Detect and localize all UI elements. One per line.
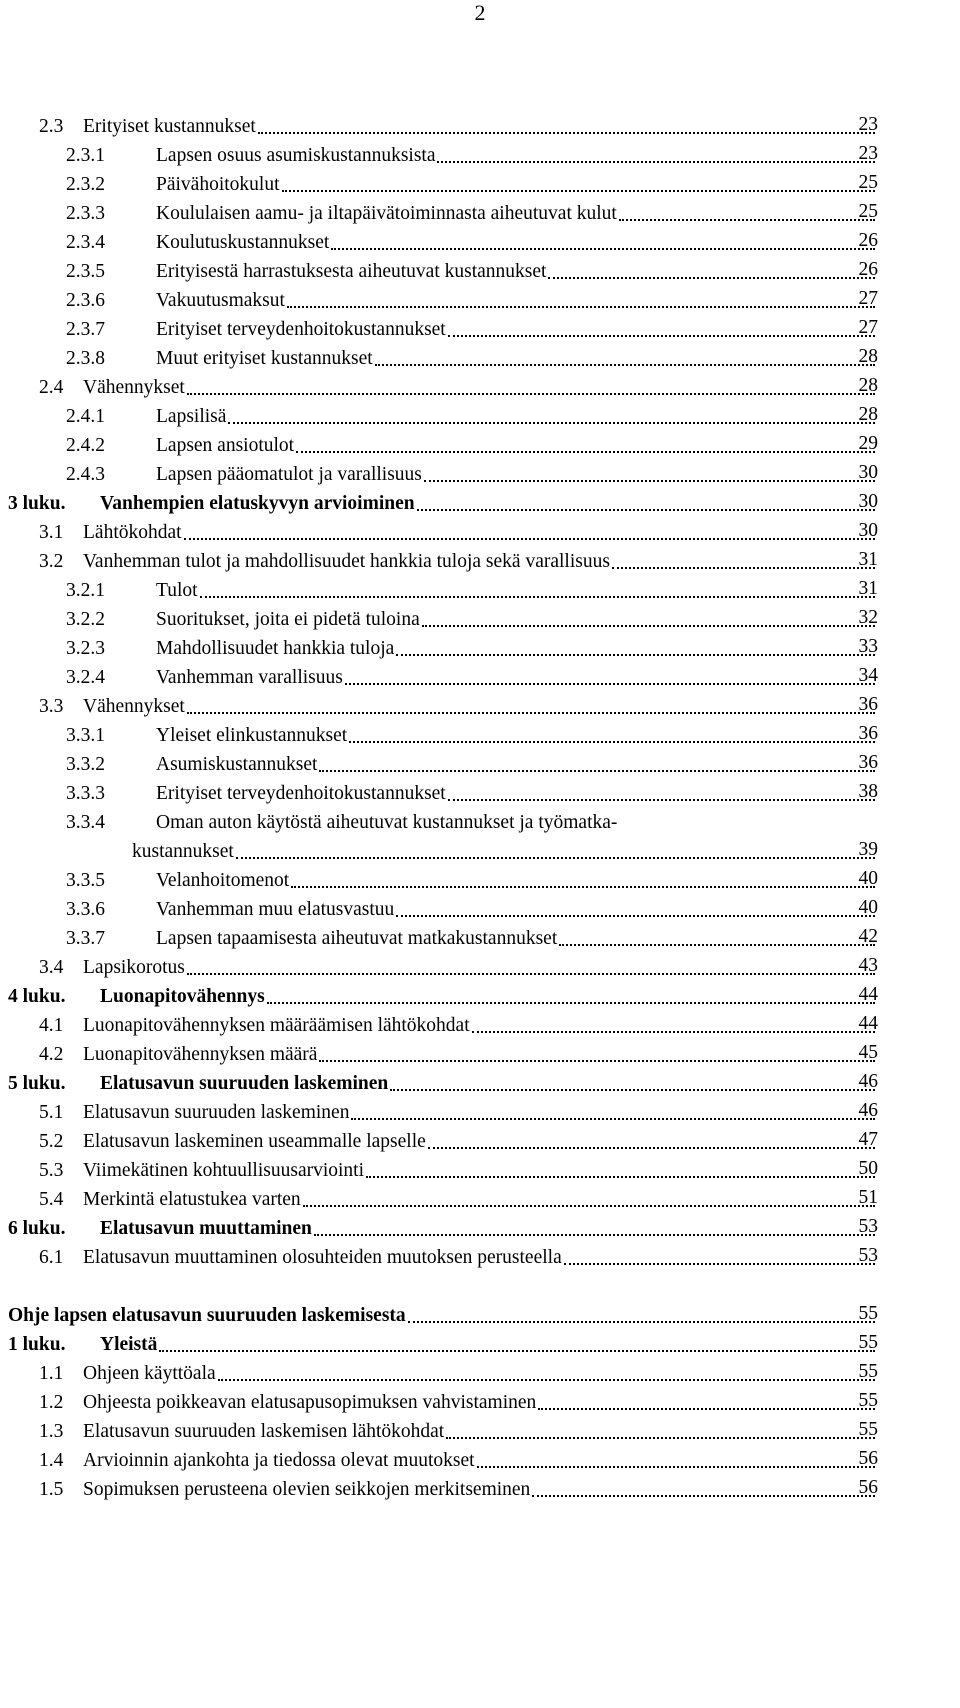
- toc-entry-number: 2.4.1: [66, 406, 105, 427]
- toc-entry[interactable]: [0, 429, 960, 458]
- toc-entry[interactable]: [0, 574, 960, 603]
- toc-entry-page: 27: [858, 288, 878, 309]
- dot-leader: [619, 218, 875, 221]
- toc-entry-page: 30: [858, 462, 878, 483]
- dot-leader: [296, 450, 875, 453]
- toc-entry-title: Erityiset terveydenhoitokustannukset: [156, 319, 446, 340]
- toc-entry[interactable]: [0, 458, 960, 487]
- toc-entry[interactable]: [0, 603, 960, 632]
- toc-entry-number: 4 luku.: [8, 986, 66, 1007]
- dot-leader: [228, 421, 875, 424]
- toc-entry-page: 55: [858, 1419, 878, 1440]
- toc-entry-title: Koululaisen aamu- ja iltapäivätoiminnasta aiheutuvat kulut: [156, 203, 617, 224]
- dot-leader: [612, 566, 875, 569]
- toc-entry-number: 5.2: [39, 1131, 64, 1152]
- toc-entry-page: 31: [858, 578, 878, 599]
- toc-entry-number: 3.2.4: [66, 667, 105, 688]
- toc-entry[interactable]: [0, 197, 960, 226]
- toc-entry-number: 2.4: [39, 377, 64, 398]
- toc-entry[interactable]: [0, 1038, 960, 1067]
- toc-entry-number: 4.2: [39, 1044, 64, 1065]
- toc-entry[interactable]: [0, 1009, 960, 1038]
- dot-leader: [218, 1378, 875, 1381]
- dot-leader: [287, 305, 875, 308]
- toc-entry-page: 55: [858, 1332, 878, 1353]
- dot-leader: [564, 1262, 875, 1265]
- toc-entry-page: 51: [858, 1187, 878, 1208]
- toc-entry-number: 3.3.2: [66, 754, 105, 775]
- toc-entry-title: Lapsen tapaamisesta aiheutuvat matkakustannukset: [156, 928, 558, 949]
- dot-leader: [366, 1175, 875, 1178]
- toc-entry-number: 1.5: [39, 1479, 64, 1500]
- dot-leader: [331, 247, 875, 250]
- toc-entry[interactable]: [0, 1096, 960, 1125]
- toc-entry-page: 28: [858, 346, 878, 367]
- toc-entry-title: Merkintä elatustukea varten: [83, 1189, 301, 1210]
- toc-entry-number: 5.1: [39, 1102, 64, 1123]
- toc-entry-page: 38: [858, 781, 878, 802]
- toc-entry[interactable]: [0, 893, 960, 922]
- dot-leader: [349, 740, 875, 743]
- toc-entry-page: 23: [858, 114, 878, 135]
- toc-entry[interactable]: [0, 1386, 960, 1415]
- toc-entry-title: Tulot: [156, 580, 198, 601]
- toc-entry[interactable]: [0, 1328, 960, 1357]
- toc-entry-page: 26: [858, 230, 878, 251]
- toc-entry[interactable]: [0, 545, 960, 574]
- dot-leader: [477, 1465, 875, 1468]
- toc-entry-number: 1.1: [39, 1363, 64, 1384]
- toc-entry-title: Vähennykset: [83, 377, 185, 398]
- dot-leader: [448, 334, 875, 337]
- toc-entry[interactable]: [0, 516, 960, 545]
- toc-entry-title: Elatusavun muuttaminen: [100, 1218, 312, 1239]
- toc-entry-page: 40: [858, 897, 878, 918]
- toc-entry-number: 1.4: [39, 1450, 64, 1471]
- toc-entry-page: 44: [858, 1013, 878, 1034]
- dot-leader: [319, 1059, 875, 1062]
- dot-leader: [200, 595, 875, 598]
- toc-entry-page: 32: [858, 607, 878, 628]
- toc-entry-number: 3.1: [39, 522, 64, 543]
- dot-leader: [314, 1233, 875, 1236]
- toc-entry-title: Erityiset terveydenhoitokustannukset: [156, 783, 446, 804]
- page-number: 2: [474, 0, 486, 25]
- dot-leader: [291, 885, 875, 888]
- toc-entry-title: Luonapitovähennyksen määräämisen lähtökohdat: [83, 1015, 470, 1036]
- toc-entry-title: Lapsikorotus: [83, 957, 185, 978]
- dot-leader: [424, 479, 875, 482]
- toc-entry[interactable]: [0, 980, 960, 1009]
- dot-leader: [390, 1088, 875, 1091]
- toc-entry-number: 2.3.6: [66, 290, 105, 311]
- toc-entry[interactable]: [0, 487, 960, 516]
- toc-entry-title: Vanhemman varallisuus: [156, 667, 343, 688]
- toc-entry-number: 3.3: [39, 696, 64, 717]
- toc-entry-number: 3.3.3: [66, 783, 105, 804]
- toc-entry-title: Ohjeesta poikkeavan elatusapusopimuksen vahvistaminen: [83, 1392, 537, 1413]
- toc-entry-title: Elatusavun laskeminen useammalle lapselle: [83, 1131, 426, 1152]
- dot-leader: [422, 624, 875, 627]
- toc-entry-page: 36: [858, 694, 878, 715]
- toc-entry-title: Viimekätinen kohtuullisuusarviointi: [83, 1160, 365, 1181]
- toc-entry-page: 47: [858, 1129, 878, 1150]
- toc-entry-page: 36: [858, 752, 878, 773]
- toc-entry-title: Mahdollisuudet hankkia tuloja: [156, 638, 395, 659]
- toc-entry[interactable]: [0, 1154, 960, 1183]
- toc-entry-title: Lapsen ansiotulot: [156, 435, 295, 456]
- toc-entry-number: 3.3.1: [66, 725, 105, 746]
- toc-entry-page: 55: [858, 1361, 878, 1382]
- dot-leader: [282, 189, 876, 192]
- toc-entry[interactable]: [0, 719, 960, 748]
- dot-leader: [187, 711, 875, 714]
- toc-entry[interactable]: [0, 661, 960, 690]
- dot-leader: [408, 1320, 875, 1323]
- toc-entry-page: 28: [858, 375, 878, 396]
- toc-entry-title: Päivähoitokulut: [156, 174, 280, 195]
- toc-entry-number: 3.4: [39, 957, 64, 978]
- toc-entry-title: Vanhemman tulot ja mahdollisuudet hankkia tuloja sekä varallisuus: [83, 551, 610, 572]
- toc-entry-page: 43: [858, 955, 878, 976]
- toc-entry-title: Ohjeen käyttöala: [83, 1363, 216, 1384]
- toc-entry-title: Luonapitovähennys: [100, 986, 265, 1007]
- dot-leader: [236, 856, 875, 859]
- toc-entry-title: Erityisestä harrastuksesta aiheutuvat kustannukset: [156, 261, 547, 282]
- toc-entry-number: 2.3.4: [66, 232, 105, 253]
- toc-entry-title: Vähennykset: [83, 696, 185, 717]
- toc-entry-number: 6.1: [39, 1247, 64, 1268]
- toc-entry-title: Sopimuksen perusteena olevien seikkojen merkitseminen: [83, 1479, 531, 1500]
- toc-entry[interactable]: [0, 1183, 960, 1212]
- toc-entry-number: 3.3.4: [66, 812, 105, 833]
- toc-entry-title: Erityiset kustannukset: [83, 116, 256, 137]
- toc-entry-number: 2.3: [39, 116, 64, 137]
- toc-entry-title: Luonapitovähennyksen määrä: [83, 1044, 318, 1065]
- dot-leader: [548, 276, 875, 279]
- toc-entry-number: 3.2.2: [66, 609, 105, 630]
- toc-entry-number: 5.4: [39, 1189, 64, 1210]
- dot-leader: [351, 1117, 875, 1120]
- dot-leader: [417, 508, 875, 511]
- toc-entry[interactable]: [0, 168, 960, 197]
- toc-entry[interactable]: [0, 777, 960, 806]
- toc-entry-page: 27: [858, 317, 878, 338]
- toc-entry-title: Lapsen osuus asumiskustannuksista: [156, 145, 436, 166]
- toc-entry-number: 3.3.6: [66, 899, 105, 920]
- toc-entry-page: 39: [858, 839, 878, 860]
- dot-leader: [319, 769, 875, 772]
- toc-entry[interactable]: [0, 1444, 960, 1473]
- toc-entry-number: 3.2.1: [66, 580, 105, 601]
- toc-entry-page: 30: [858, 520, 878, 541]
- dot-leader: [396, 653, 875, 656]
- toc-entry-title: Velanhoitomenot: [156, 870, 290, 891]
- dot-leader: [184, 537, 875, 540]
- toc-entry-page: 44: [858, 984, 878, 1005]
- toc-entry[interactable]: [0, 255, 960, 284]
- toc-entry-number: 3.3.5: [66, 870, 105, 891]
- toc-entry-page: 46: [858, 1071, 878, 1092]
- dot-leader: [532, 1494, 875, 1497]
- dot-leader: [258, 131, 875, 134]
- toc-entry[interactable]: [0, 313, 960, 342]
- toc-entry-number: 5 luku.: [8, 1073, 66, 1094]
- dot-leader: [428, 1146, 875, 1149]
- toc-entry-number: 2.4.2: [66, 435, 105, 456]
- toc-entry-title: Elatusavun suuruuden laskemisen lähtökohdat: [83, 1421, 445, 1442]
- toc-entry[interactable]: [0, 690, 960, 719]
- toc-entry[interactable]: [0, 226, 960, 255]
- dot-leader: [437, 160, 875, 163]
- toc-entry-number: 2.3.8: [66, 348, 105, 369]
- toc-entry-page: 31: [858, 549, 878, 570]
- dot-leader: [446, 1436, 875, 1439]
- toc-entry-page: 23: [858, 143, 878, 164]
- dot-leader: [303, 1204, 875, 1207]
- toc-entry-number: 1.3: [39, 1421, 64, 1442]
- toc-entry-number: 6 luku.: [8, 1218, 66, 1239]
- dot-leader: [187, 972, 875, 975]
- toc-entry-title: Suoritukset, joita ei pidetä tuloina: [156, 609, 420, 630]
- toc-entry[interactable]: [0, 922, 960, 951]
- toc-entry-page: 33: [858, 636, 878, 657]
- toc-entry-title-continued: kustannukset: [132, 841, 234, 862]
- toc-entry-title: Lapsen pääomatulot ja varallisuus: [156, 464, 422, 485]
- table-of-contents: [0, 110, 960, 1502]
- toc-entry-page: 36: [858, 723, 878, 744]
- toc-entry[interactable]: [0, 1357, 960, 1386]
- dot-leader: [472, 1030, 875, 1033]
- toc-entry[interactable]: [0, 1299, 960, 1328]
- toc-entry-number: 2.3.2: [66, 174, 105, 195]
- toc-entry-title: Elatusavun muuttaminen olosuhteiden muutoksen perusteella: [83, 1247, 562, 1268]
- dot-leader: [345, 682, 875, 685]
- toc-entry-title: Asumiskustannukset: [156, 754, 318, 775]
- toc-entry-number: 3.3.7: [66, 928, 105, 949]
- toc-entry-page: 25: [858, 201, 878, 222]
- toc-entry-number: 2.3.5: [66, 261, 105, 282]
- toc-entry-title: Oman auton käytöstä aiheutuvat kustannukset ja työmatka-: [156, 812, 618, 833]
- toc-entry[interactable]: [0, 1212, 960, 1241]
- toc-entry-number: 3.2: [39, 551, 64, 572]
- toc-entry[interactable]: [0, 864, 960, 893]
- toc-entry[interactable]: [0, 342, 960, 371]
- toc-entry-page: 50: [858, 1158, 878, 1179]
- toc-entry-page: 53: [858, 1245, 878, 1266]
- toc-entry-page: 29: [858, 433, 878, 454]
- toc-entry-title: Muut erityiset kustannukset: [156, 348, 373, 369]
- dot-leader: [538, 1407, 875, 1410]
- toc-entry-number: 2.4.3: [66, 464, 105, 485]
- toc-entry[interactable]: [0, 951, 960, 980]
- toc-entry-title: Yleistä: [100, 1334, 158, 1355]
- toc-entry-page: 46: [858, 1100, 878, 1121]
- toc-entry-page: 34: [858, 665, 878, 686]
- toc-entry[interactable]: [0, 284, 960, 313]
- toc-entry-page: 42: [858, 926, 878, 947]
- toc-entry-title: Vanhemman muu elatusvastuu: [156, 899, 395, 920]
- toc-entry-number: 4.1: [39, 1015, 64, 1036]
- toc-entry-page: 40: [858, 868, 878, 889]
- toc-entry-number: 2.3.3: [66, 203, 105, 224]
- toc-entry-title: Vakuutusmaksut: [156, 290, 285, 311]
- dot-leader: [559, 943, 875, 946]
- toc-entry[interactable]: [0, 1067, 960, 1096]
- dot-leader: [187, 392, 875, 395]
- toc-entry-page: 28: [858, 404, 878, 425]
- dot-leader: [396, 914, 875, 917]
- toc-entry[interactable]: [0, 1125, 960, 1154]
- toc-entry-number: 3.2.3: [66, 638, 105, 659]
- toc-entry[interactable]: [0, 400, 960, 429]
- toc-entry-page: 56: [858, 1477, 878, 1498]
- toc-entry[interactable]: [0, 1415, 960, 1444]
- toc-entry-number: 1 luku.: [8, 1334, 66, 1355]
- toc-entry-number: 5.3: [39, 1160, 64, 1181]
- toc-entry[interactable]: [0, 1473, 960, 1502]
- toc-entry-title: Elatusavun suuruuden laskeminen: [100, 1073, 389, 1094]
- toc-entry[interactable]: [0, 748, 960, 777]
- dot-leader: [159, 1349, 875, 1352]
- toc-entry-title: Lähtökohdat: [83, 522, 182, 543]
- dot-leader: [375, 363, 875, 366]
- toc-entry[interactable]: [0, 139, 960, 168]
- toc-entry-title: Ohje lapsen elatusavun suuruuden laskemisesta: [8, 1305, 406, 1326]
- toc-entry-number: 2.3.7: [66, 319, 105, 340]
- toc-entry-page: 45: [858, 1042, 878, 1063]
- dot-leader: [267, 1001, 875, 1004]
- toc-entry[interactable]: [0, 1241, 960, 1270]
- toc-spacer: [0, 1270, 960, 1299]
- toc-entry-number: 2.3.1: [66, 145, 105, 166]
- toc-entry-number: 3 luku.: [8, 493, 66, 514]
- toc-entry-title: Yleiset elinkustannukset: [156, 725, 348, 746]
- toc-entry-page: 53: [858, 1216, 878, 1237]
- toc-entry[interactable]: [0, 632, 960, 661]
- toc-entry-page: 55: [858, 1303, 878, 1324]
- toc-entry-number: 1.2: [39, 1392, 64, 1413]
- toc-entry-title: Arvioinnin ajankohta ja tiedossa olevat muutokset: [83, 1450, 475, 1471]
- dot-leader: [448, 798, 875, 801]
- toc-entry[interactable]: [0, 371, 960, 400]
- toc-entry-page: 25: [858, 172, 878, 193]
- toc-entry[interactable]: [0, 110, 960, 139]
- toc-entry[interactable]: [0, 806, 960, 864]
- toc-entry-page: 26: [858, 259, 878, 280]
- toc-entry-page: 56: [858, 1448, 878, 1469]
- toc-entry-page: 55: [858, 1390, 878, 1411]
- toc-entry-title: Vanhempien elatuskyvyn arvioiminen: [100, 493, 415, 514]
- toc-entry-title: Lapsilisä: [156, 406, 227, 427]
- toc-entry-title: Elatusavun suuruuden laskeminen: [83, 1102, 350, 1123]
- toc-entry-title: Koulutuskustannukset: [156, 232, 330, 253]
- toc-entry-page: 30: [858, 491, 878, 512]
